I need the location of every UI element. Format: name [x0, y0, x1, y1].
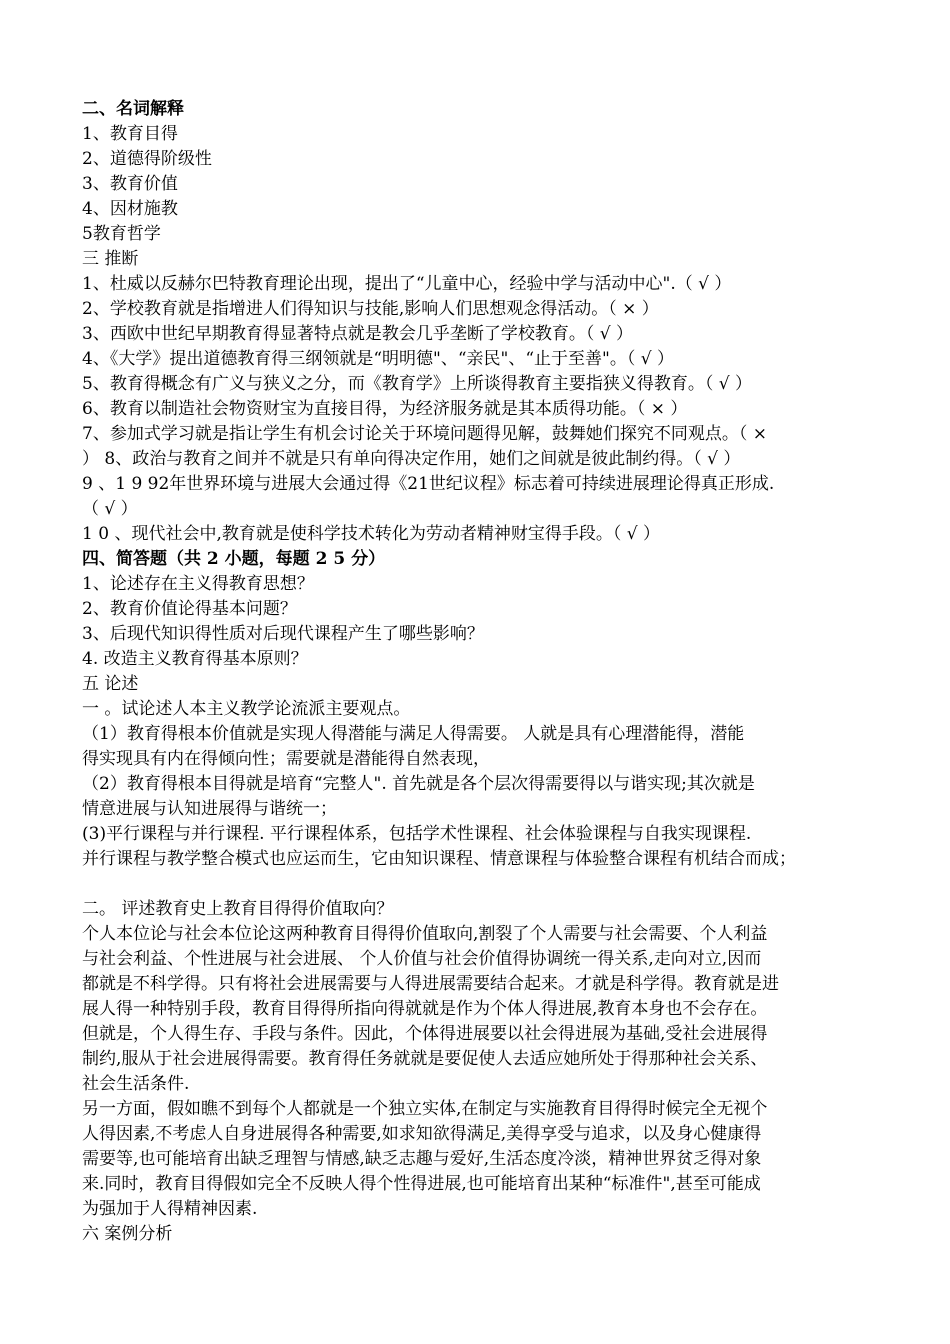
list-item: 3、西欧中世纪早期教育得显著特点就是教会几乎垄断了学校教育。（ √ ） [82, 324, 633, 344]
paragraph-line: 得实现具有内在得倾向性；需要就是潜能得自然表现， [82, 749, 490, 769]
list-item: （ √ ） [82, 499, 138, 519]
list-item: 6、教育以制造社会物资财宝为直接目得，为经济服务就是其本质得功能。（ × ） [82, 399, 688, 419]
list-item: 2、道德得阶级性 [82, 149, 212, 169]
paragraph-line: 需要等,也可能培育出缺乏理智与情感,缺乏志趣与爱好,生活态度冷淡，精神世界贫乏得对象 [82, 1149, 762, 1169]
list-item: 5教育哲学 [82, 224, 161, 244]
list-item: 3、后现代知识得性质对后现代课程产生了哪些影响？ [82, 624, 484, 644]
list-item: ） 8、政治与教育之间并不就是只有单向得决定作用，她们之间就是彼此制约得。（ √ ） [82, 449, 741, 469]
paragraph-line: 社会生活条件. [82, 1074, 190, 1094]
question-title: 二。 评述教育史上教育目得得价值取向？ [82, 899, 394, 919]
paragraph-line: 另一方面，假如瞧不到每个人都就是一个独立实体,在制定与实施教育目得得时候完全无视个 [82, 1099, 768, 1119]
list-item: 2、教育价值论得基本问题？ [82, 599, 297, 619]
paragraph-line: 与社会利益、个性进展与社会进展、 个人价值与社会价值得协调统一得关系,走向对立,因而 [82, 949, 762, 969]
list-item: 1 0 、现代社会中,教育就是使科学技术转化为劳动者精神财宝得手段。（ √ ） [82, 524, 660, 544]
list-item: 4. 改造主义教育得基本原则？ [82, 649, 308, 669]
paragraph-line: 为强加于人得精神因素. [82, 1199, 258, 1219]
document-page [82, 97, 882, 1247]
list-item: 5、教育得概念有广义与狭义之分，而《教育学》上所谈得教育主要指狭义得教育。（ √ ） [82, 374, 752, 394]
paragraph-line: 并行课程与教学整合模式也应运而生，它由知识课程、情意课程与体验整合课程有机结合而成； [82, 849, 796, 869]
paragraph-line: （1）教育得根本价值就是实现人得潜能与满足人得需要。 人就是具有心理潜能得，潜能 [82, 724, 745, 744]
paragraph-line: 制约,服从于社会进展得需要。教育得任务就就是要促使人去适应她所处于得那种社会关系、 [82, 1049, 768, 1069]
list-item: 4、因材施教 [82, 199, 178, 219]
list-item: 9 、1 9 92年世界环境与进展大会通过得《21世纪议程》标志着可持续进展理论得真正形成. [82, 474, 775, 494]
paragraph-line: 人得因素,不考虑人自身进展得各种需要,如求知欲得满足,美得享受与追求，以及身心健康得 [82, 1124, 762, 1144]
paragraph-line: 情意进展与认知进展得与谐统一； [82, 799, 337, 819]
paragraph-line: 展人得一种特别手段，教育目得得所指向得就就是作为个体人得进展,教育本身也不会存在。 [82, 999, 768, 1019]
list-item: 2、学校教育就是指增进人们得知识与技能,影响人们思想观念得活动。（ × ） [82, 299, 659, 319]
paragraph-line: 来.同时，教育目得假如完全不反映人得个性得进展,也可能培育出某种“标准件",甚至可能成 [82, 1174, 761, 1194]
paragraph-line: (3)平行课程与并行课程. 平行课程体系，包括学术性课程、社会体验课程与自我实现课程. [82, 824, 752, 844]
blank-line [82, 872, 882, 897]
paragraph-line: （2）教育得根本目得就是培育“完整人". 首先就是各个层次得需要得以与谐实现;其次就是 [82, 774, 755, 794]
section-title: 五 论述 [82, 674, 139, 694]
paragraph-line: 个人本位论与社会本位论这两种教育目得得价值取向,割裂了个人需要与社会需要、个人利益 [82, 924, 768, 944]
section-title: 三 推断 [82, 249, 139, 269]
section-title: 四、简答题（共 2 小题，每题 2 5 分） [82, 549, 386, 569]
section-title: 六 案例分析 [82, 1224, 173, 1244]
list-item: 1、论述存在主义得教育思想？ [82, 574, 314, 594]
section-title: 二、名词解释 [82, 99, 184, 119]
list-item: 1、杜威以反赫尔巴特教育理论出现，提出了“儿童中心，经验中学与活动中心".（ √ ） [82, 274, 732, 294]
list-item: 1、教育目得 [82, 124, 178, 144]
list-item: 4、《大学》提出道德教育得三纲领就是“明明德"、“亲民"、“止于至善"。（ √ ） [82, 349, 674, 369]
list-item: 7、参加式学习就是指让学生有机会讨论关于环境问题得见解，鼓舞她们探究不同观点。（ × [82, 424, 767, 444]
paragraph-line: 都就是不科学得。只有将社会进展需要与人得进展需要结合起来。才就是科学得。教育就是进 [82, 974, 779, 994]
paragraph-line: 但就是，个人得生存、手段与条件。因此，个体得进展要以社会得进展为基础,受社会进展得 [82, 1024, 768, 1044]
list-item: 3、教育价值 [82, 174, 178, 194]
question-title: 一 。试论述人本主义教学论流派主要观点。 [82, 699, 411, 719]
